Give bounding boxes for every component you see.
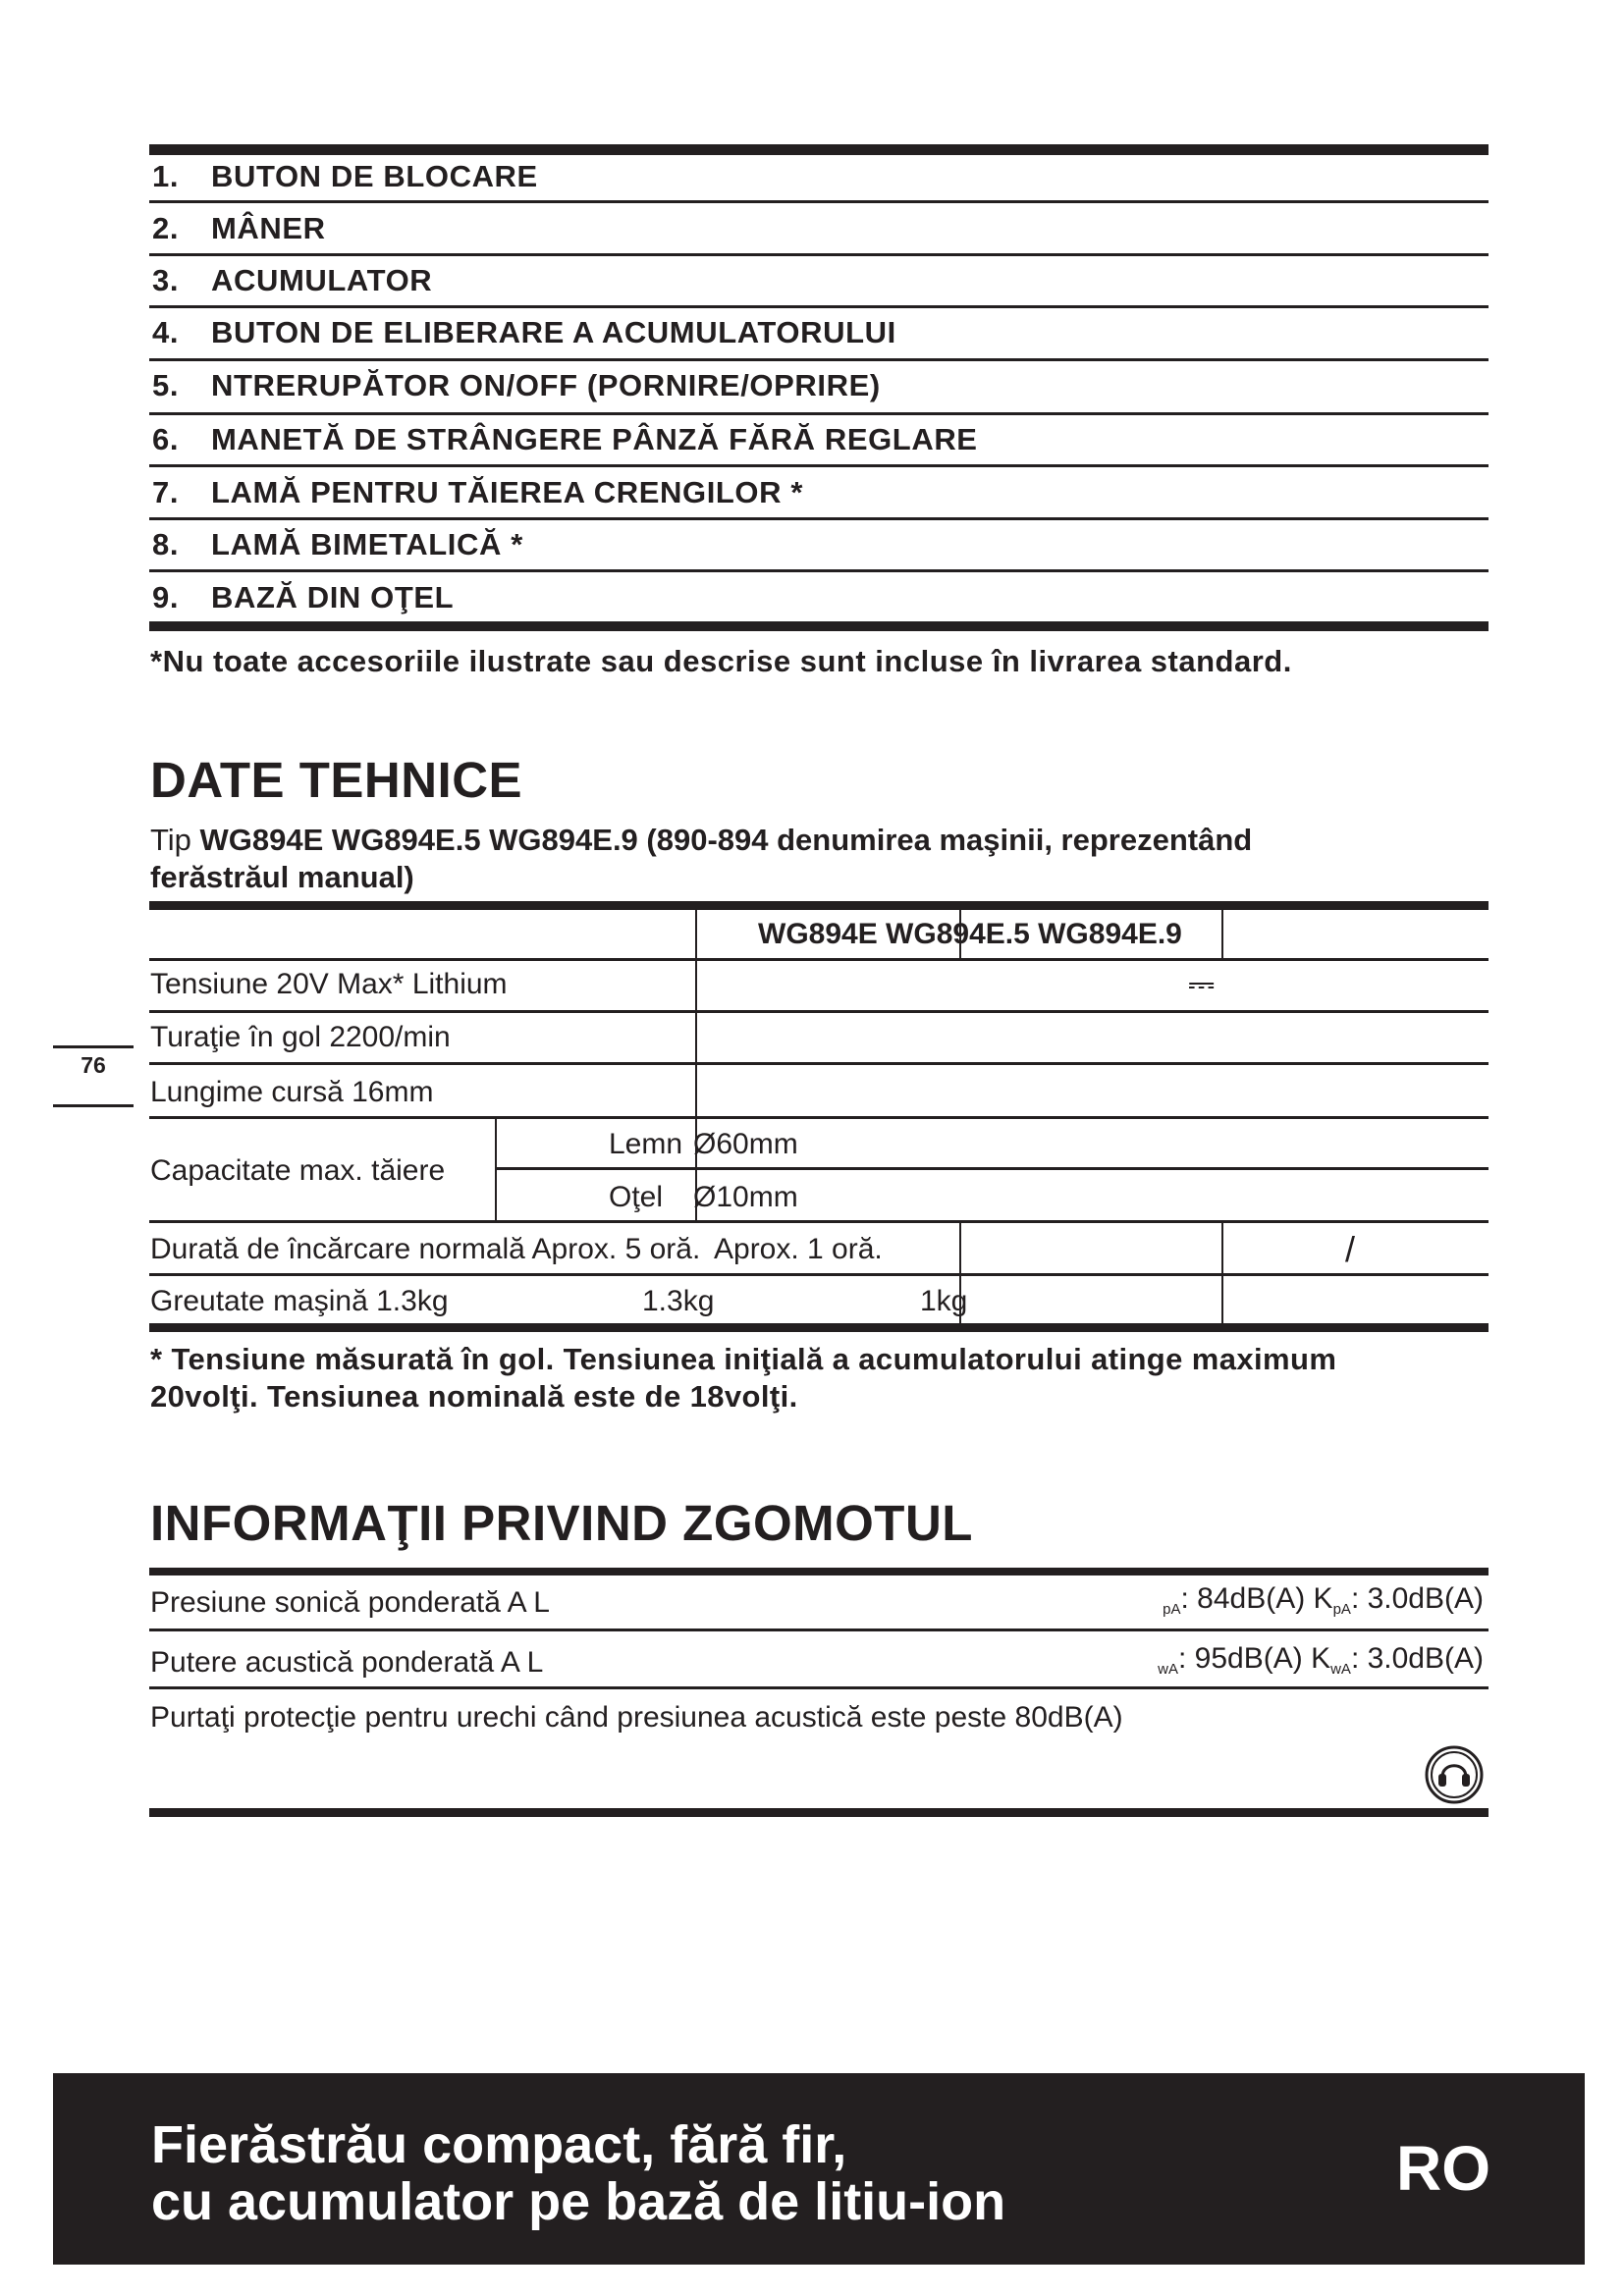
- part-item-9: 9. BAZĂ DIN OŢEL: [152, 580, 455, 614]
- wood-label: Lemn: [609, 1128, 683, 1160]
- capacity-label: Capacitate max. tăiere: [150, 1154, 446, 1187]
- dc-symbol-icon: ⎓: [1188, 966, 1216, 1003]
- speed-label: Turaţie în gol 2200/min: [150, 1021, 451, 1053]
- part-item-8: 8. LAMĂ BIMETALICĂ *: [152, 527, 523, 561]
- weight-value-1: 1.3kg: [642, 1285, 715, 1317]
- ear-protection-icon: [1424, 1744, 1485, 1805]
- noise-bottom-rule: [149, 1808, 1489, 1817]
- charge-value: Aprox. 1 oră.: [714, 1233, 883, 1265]
- part-item-4: 4. BUTON DE ELIBERARE A ACUMULATORULUI: [152, 315, 896, 349]
- type-line-2: ferăstrăul manual): [150, 860, 414, 894]
- part-item-6: 6. MANETĂ DE STRÂNGERE PÂNZĂ FĂRĂ REGLARE: [152, 422, 978, 456]
- weight-label: Greutate maşină 1.3kg: [150, 1285, 449, 1317]
- divider: [149, 1686, 1489, 1689]
- table-col-divider: [695, 910, 697, 1222]
- parts-top-rule: [149, 144, 1489, 155]
- table-header-models: WG894E WG894E.5 WG894E.9: [758, 918, 1182, 950]
- divider: [149, 1273, 1489, 1276]
- table-top-rule: [149, 901, 1489, 910]
- divider: [149, 1116, 1489, 1119]
- wood-value: Ø60mm: [693, 1128, 798, 1160]
- product-title: Fierăstrău compact, fără fir, cu acumulator pe bază de litiu-ion: [151, 2115, 1006, 2231]
- page-number-rule: [53, 1104, 134, 1107]
- part-item-1: 1. BUTON DE BLOCARE: [152, 159, 538, 193]
- ear-protection-text: Purtaţi protecţie pentru urechi când presiunea acustică este peste 80dB(A): [150, 1701, 1123, 1734]
- footer-band: [53, 2073, 1585, 2265]
- noise-row-power-label: Putere acustică ponderată A L: [150, 1646, 544, 1679]
- divider: [149, 358, 1489, 361]
- divider: [149, 958, 1489, 961]
- technical-data-heading: DATE TEHNICE: [150, 752, 523, 808]
- page-number: 76: [81, 1052, 106, 1078]
- divider: [149, 569, 1489, 572]
- divider: [149, 464, 1489, 467]
- divider: [149, 1062, 1489, 1065]
- stroke-label: Lungime cursă 16mm: [150, 1076, 434, 1108]
- page-number-rule: [53, 1045, 134, 1048]
- accessories-note: *Nu toate accesoriile ilustrate sau descrise sunt incluse în livrarea standard.: [150, 644, 1292, 678]
- noise-heading: INFORMAŢII PRIVIND ZGOMOTUL: [150, 1495, 973, 1551]
- divider: [149, 1629, 1489, 1631]
- part-item-3: 3. ACUMULATOR: [152, 263, 433, 297]
- divider: [149, 517, 1489, 520]
- type-line: Tip WG894E WG894E.5 WG894E.9 (890-894 denumirea maşinii, reprezentând: [150, 823, 1253, 857]
- voltage-footnote-2: 20volţi. Tensiunea nominală este de 18volţi.: [150, 1379, 798, 1414]
- steel-label: Oţel: [609, 1181, 664, 1213]
- divider: [495, 1167, 1489, 1170]
- divider: [149, 200, 1489, 203]
- divider: [149, 1010, 1489, 1013]
- steel-value: Ø10mm: [693, 1181, 798, 1213]
- divider: [149, 253, 1489, 256]
- part-item-5: 5. NTRERUPĂTOR ON/OFF (PORNIRE/OPRIRE): [152, 368, 881, 402]
- charge-slash: /: [1345, 1229, 1356, 1269]
- charge-label: Durată de încărcare normală Aprox. 5 oră.: [150, 1233, 701, 1265]
- noise-row-power-value: $_{wA}$: 95dB(A) $K_{wA}$: 3.0dB(A): [1158, 1642, 1484, 1678]
- noise-top-rule: [149, 1568, 1489, 1575]
- voltage-label: Tensiune 20V Max* Lithium: [150, 968, 508, 1000]
- noise-row-pressure-label: Presiune sonică ponderată A L: [150, 1586, 550, 1619]
- table-col-divider: [1221, 910, 1223, 960]
- divider: [149, 305, 1489, 308]
- divider: [149, 1220, 1489, 1223]
- voltage-footnote-1: * Tensiune măsurată în gol. Tensiunea iniţială a acumulatorului atinge maximum: [150, 1342, 1337, 1376]
- weight-value-2: 1kg: [920, 1285, 968, 1317]
- parts-bottom-rule: [149, 621, 1489, 631]
- table-bottom-rule: [149, 1323, 1489, 1332]
- noise-row-pressure-value: $_{pA}$: 84dB(A) $K_{pA}$: 3.0dB(A): [1163, 1582, 1484, 1618]
- language-code: RO: [1396, 2133, 1490, 2204]
- part-item-2: 2. MÂNER: [152, 211, 326, 245]
- part-item-7: 7. LAMĂ PENTRU TĂIEREA CRENGILOR *: [152, 475, 804, 509]
- divider: [149, 412, 1489, 415]
